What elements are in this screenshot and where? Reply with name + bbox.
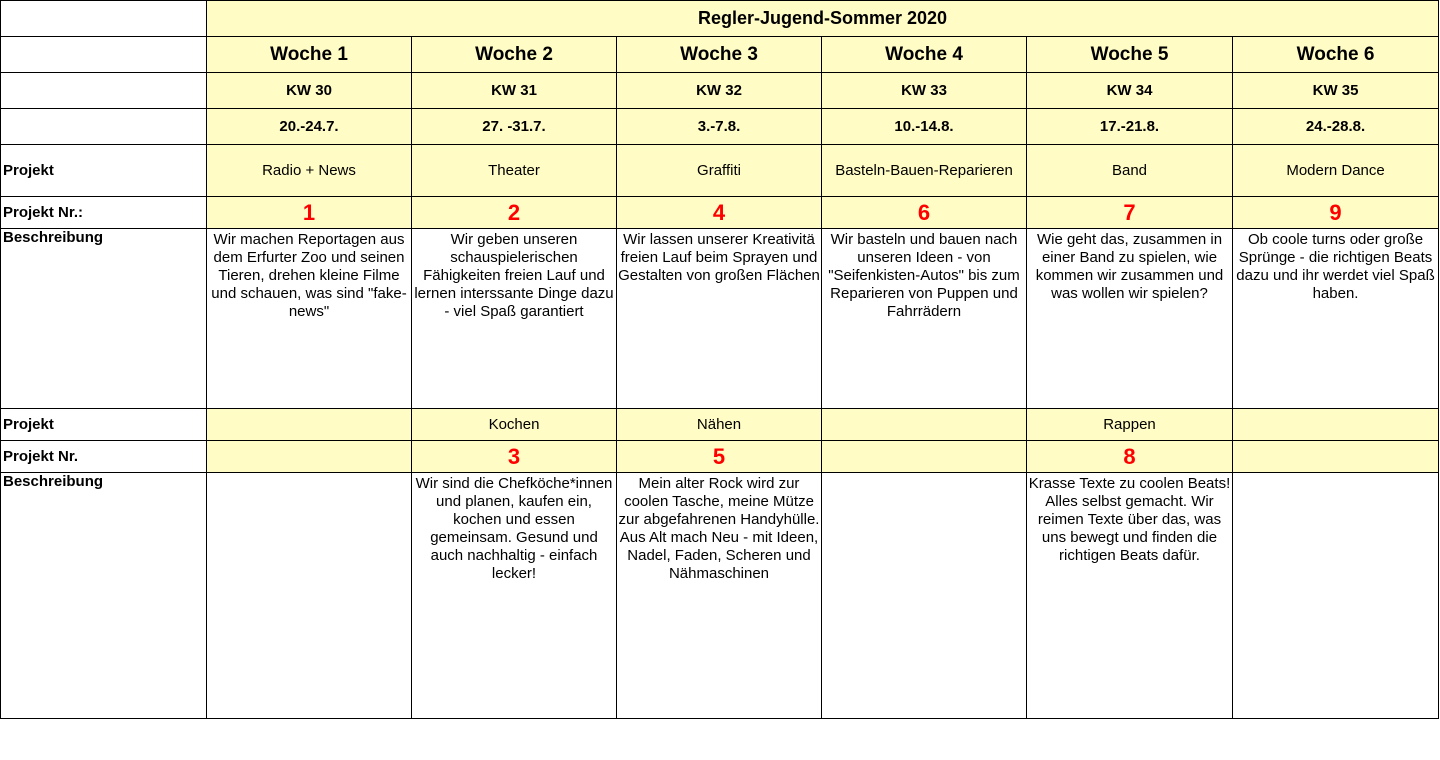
project-name: Rappen — [1027, 409, 1233, 441]
project-number: 7 — [1027, 197, 1233, 229]
project-description — [822, 473, 1027, 719]
project-description: Krasse Texte zu coolen Beats! Alles selbst gemacht. Wir reimen Texte über das, was uns bewegt und finden die richtigen Beats dafür. — [1027, 473, 1233, 719]
project-description: Wie geht das, zusammen in einer Band zu spielen, wie kommen wir zusammen und was wollen wir spielen? — [1027, 229, 1233, 409]
kw-cell: KW 33 — [822, 73, 1027, 109]
week-header: Woche 2 — [412, 37, 617, 73]
row-label-beschreibung: Beschreibung — [1, 229, 207, 409]
kw-cell: KW 35 — [1233, 73, 1439, 109]
project-number: 6 — [822, 197, 1027, 229]
date-cell: 20.-24.7. — [207, 109, 412, 145]
project-number-row-1 — [1, 197, 1439, 229]
page-title: Regler-Jugend-Sommer 2020 — [207, 1, 1439, 37]
week-header: Woche 6 — [1233, 37, 1439, 73]
empty-cell — [1, 1, 207, 37]
project-number: 3 — [412, 441, 617, 473]
kw-cell: KW 31 — [412, 73, 617, 109]
title-row — [1, 1, 1439, 37]
project-name — [822, 409, 1027, 441]
project-name: Radio + News — [207, 145, 412, 197]
project-name: Nähen — [617, 409, 822, 441]
date-cell: 24.-28.8. — [1233, 109, 1439, 145]
week-row — [1, 37, 1439, 73]
week-header: Woche 4 — [822, 37, 1027, 73]
project-description: Mein alter Rock wird zur coolen Tasche, meine Mütze zur abgefahrenen Handyhülle. Aus Alt mach Neu - mit Ideen, Nadel, Faden, Scheren und Nähmaschinen — [617, 473, 822, 719]
week-header: Woche 3 — [617, 37, 822, 73]
date-cell: 10.-14.8. — [822, 109, 1027, 145]
project-description — [1233, 473, 1439, 719]
kw-cell: KW 32 — [617, 73, 822, 109]
project-number: 5 — [617, 441, 822, 473]
project-name: Band — [1027, 145, 1233, 197]
project-number: 4 — [617, 197, 822, 229]
date-cell: 17.-21.8. — [1027, 109, 1233, 145]
date-cell: 3.-7.8. — [617, 109, 822, 145]
project-name: Modern Dance — [1233, 145, 1439, 197]
project-name: Theater — [412, 145, 617, 197]
row-label-projekt: Projekt — [1, 145, 207, 197]
project-number — [1233, 441, 1439, 473]
project-number-row-2 — [1, 441, 1439, 473]
kw-cell: KW 30 — [207, 73, 412, 109]
row-label-projekt: Projekt — [1, 409, 207, 441]
dates-row — [1, 109, 1439, 145]
project-name — [207, 409, 412, 441]
project-number: 2 — [412, 197, 617, 229]
row-label-projekt-nr: Projekt Nr.: — [1, 197, 207, 229]
description-row-1 — [1, 229, 1439, 409]
project-row-1 — [1, 145, 1439, 197]
project-description: Ob coole turns oder große Sprünge - die richtigen Beats dazu und ihr werdet viel Spaß haben. — [1233, 229, 1439, 409]
project-number: 1 — [207, 197, 412, 229]
description-row-2 — [1, 473, 1439, 719]
week-header: Woche 5 — [1027, 37, 1233, 73]
project-name — [1233, 409, 1439, 441]
project-description: Wir basteln und bauen nach unseren Ideen - von "Seifenkisten-Autos" bis zum Reparieren von Puppen und Fahrrädern — [822, 229, 1027, 409]
date-cell: 27. -31.7. — [412, 109, 617, 145]
project-number — [822, 441, 1027, 473]
empty-cell — [1, 37, 207, 73]
week-header: Woche 1 — [207, 37, 412, 73]
project-description: Wir geben unseren schauspielerischen Fähigkeiten freien Lauf und lernen interssante Dinge dazu - viel Spaß garantiert — [412, 229, 617, 409]
project-number: 8 — [1027, 441, 1233, 473]
empty-cell — [1, 73, 207, 109]
project-description: Wir sind die Chefköche*innen und planen, kaufen ein, kochen und essen gemeinsam. Gesund und auch nachhaltig - einfach lecker! — [412, 473, 617, 719]
project-name: Basteln-Bauen-Reparieren — [822, 145, 1027, 197]
project-description: Wir lassen unserer Kreativitä freien Lauf beim Sprayen und Gestalten von großen Flächen — [617, 229, 822, 409]
project-name: Kochen — [412, 409, 617, 441]
project-number: 9 — [1233, 197, 1439, 229]
project-description: Wir machen Reportagen aus dem Erfurter Zoo und seinen Tieren, drehen kleine Filme und schauen, was sind "fake-news" — [207, 229, 412, 409]
kw-row — [1, 73, 1439, 109]
empty-cell — [1, 109, 207, 145]
project-number — [207, 441, 412, 473]
row-label-projekt-nr: Projekt Nr. — [1, 441, 207, 473]
project-name: Graffiti — [617, 145, 822, 197]
kw-cell: KW 34 — [1027, 73, 1233, 109]
project-row-2 — [1, 409, 1439, 441]
project-description — [207, 473, 412, 719]
row-label-beschreibung: Beschreibung — [1, 473, 207, 719]
